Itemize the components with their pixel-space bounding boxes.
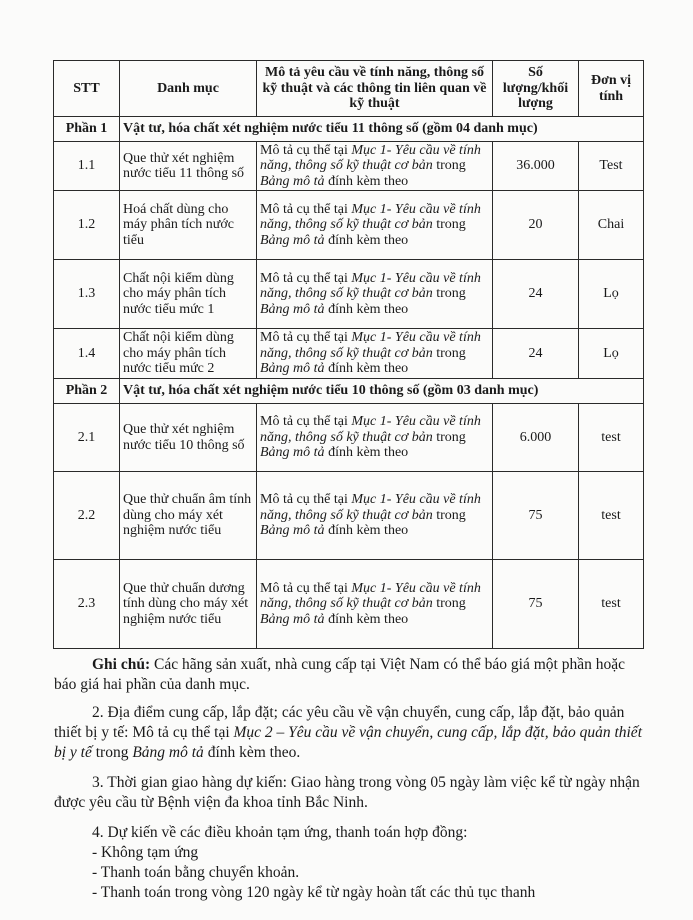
row-qty: 75 xyxy=(493,472,579,560)
row-unit: Lọ xyxy=(579,329,644,379)
header-stt: STT xyxy=(54,61,120,117)
note-label: Ghi chú: xyxy=(92,656,151,673)
row-desc: Mô tả cụ thể tại Mục 1- Yêu cầu về tính năng, thông số kỹ thuật cơ bản trong Bảng mô tả đính kèm theo xyxy=(257,329,493,379)
row-stt: 2.2 xyxy=(54,472,120,560)
header-desc: Mô tả yêu cầu về tính năng, thông số kỹ thuật và các thông tin liên quan về kỹ thuật xyxy=(257,61,493,117)
section-row xyxy=(54,379,644,404)
table-row xyxy=(54,329,644,379)
row-stt: 1.3 xyxy=(54,260,120,329)
note-3: 3. Thời gian giao hàng dự kiến: Giao hàng trong vòng 05 ngày làm việc kể từ ngày nhận được yêu cầu từ Bệnh viện đa khoa tỉnh Bắc Ninh. xyxy=(54,774,640,811)
note-1-text: Các hãng sản xuất, nhà cung cấp tại Việt Nam có thể báo giá một phần hoặc báo giá hai phần của danh mục. xyxy=(54,656,625,693)
note-4-item: - Thanh toán bằng chuyển khoản. xyxy=(92,864,300,881)
row-stt: 2.1 xyxy=(54,404,120,472)
header-unit: Đơn vị tính xyxy=(579,61,644,117)
row-name: Que thử xét nghiệm nước tiểu 11 thông số xyxy=(120,142,257,191)
section-title: Vật tư, hóa chất xét nghiệm nước tiểu 10 thông số (gồm 03 danh mục) xyxy=(120,379,644,404)
note-1 xyxy=(54,655,642,695)
note-2: 2. Địa điểm cung cấp, lắp đặt; các yêu cầu về vận chuyển, cung cấp, lắp đặt, bảo quản thiết bị y tế: Mô tả cụ thể tại Mục 2 – Yêu cầu về vận chuyển, cung cấp, lắp đặt, bảo quản thiết bị y tế trong Bảng mô tả đính kèm theo. xyxy=(54,704,642,761)
row-name: Que thử chuẩn dương tính dùng cho máy xét nghiệm nước tiểu xyxy=(120,560,257,649)
row-stt: 1.2 xyxy=(54,191,120,260)
row-unit: test xyxy=(579,404,644,472)
row-desc: Mô tả cụ thể tại Mục 1- Yêu cầu về tính năng, thông số kỹ thuật cơ bản trong Bảng mô tả đính kèm theo xyxy=(257,472,493,560)
row-stt: 1.1 xyxy=(54,142,120,191)
row-stt: 2.3 xyxy=(54,560,120,649)
row-qty: 24 xyxy=(493,329,579,379)
row-qty: 75 xyxy=(493,560,579,649)
row-qty: 36.000 xyxy=(493,142,579,191)
row-desc: Mô tả cụ thể tại Mục 1- Yêu cầu về tính năng, thông số kỹ thuật cơ bản trong Bảng mô tả đính kèm theo xyxy=(257,404,493,472)
row-stt: 1.4 xyxy=(54,329,120,379)
row-unit: test xyxy=(579,560,644,649)
table-row xyxy=(54,404,644,472)
table-row xyxy=(54,142,644,191)
row-name: Que thử xét nghiệm nước tiểu 10 thông số xyxy=(120,404,257,472)
section-stt: Phần 2 xyxy=(54,379,120,404)
table-row xyxy=(54,560,644,649)
row-qty: 6.000 xyxy=(493,404,579,472)
row-desc: Mô tả cụ thể tại Mục 1- Yêu cầu về tính năng, thông số kỹ thuật cơ bản trong Bảng mô tả đính kèm theo xyxy=(257,560,493,649)
row-name: Chất nội kiểm dùng cho máy phân tích nước tiểu mức 2 xyxy=(120,329,257,379)
row-desc: Mô tả cụ thể tại Mục 1- Yêu cầu về tính năng, thông số kỹ thuật cơ bản trong Bảng mô tả đính kèm theo xyxy=(257,191,493,260)
row-qty: 20 xyxy=(493,191,579,260)
note-4: 4. Dự kiến về các điều khoản tạm ứng, thanh toán hợp đồng: xyxy=(92,824,468,841)
table-row xyxy=(54,472,644,560)
section-title: Vật tư, hóa chất xét nghiệm nước tiểu 11 thông số (gồm 04 danh mục) xyxy=(120,117,644,142)
table-row xyxy=(54,191,644,260)
header-qty: Số lượng/khối lượng xyxy=(493,61,579,117)
section-stt: Phần 1 xyxy=(54,117,120,142)
row-unit: Test xyxy=(579,142,644,191)
notes-block xyxy=(54,655,642,903)
note-4-item: - Không tạm ứng xyxy=(92,844,199,861)
table-row xyxy=(54,260,644,329)
table-header-row xyxy=(54,61,644,117)
note-4-item: - Thanh toán trong vòng 120 ngày kể từ ngày hoàn tất các thủ tục thanh xyxy=(92,884,536,901)
row-unit: Chai xyxy=(579,191,644,260)
header-name: Danh mục xyxy=(120,61,257,117)
row-unit: test xyxy=(579,472,644,560)
row-qty: 24 xyxy=(493,260,579,329)
section-row xyxy=(54,117,644,142)
row-desc: Mô tả cụ thể tại Mục 1- Yêu cầu về tính năng, thông số kỹ thuật cơ bản trong Bảng mô tả đính kèm theo xyxy=(257,142,493,191)
row-desc: Mô tả cụ thể tại Mục 1- Yêu cầu về tính năng, thông số kỹ thuật cơ bản trong Bảng mô tả đính kèm theo xyxy=(257,260,493,329)
row-name: Chất nội kiểm dùng cho máy phân tích nước tiểu mức 1 xyxy=(120,260,257,329)
row-name: Que thử chuẩn âm tính dùng cho máy xét nghiệm nước tiểu xyxy=(120,472,257,560)
row-name: Hoá chất dùng cho máy phân tích nước tiểu xyxy=(120,191,257,260)
spec-table xyxy=(53,60,644,649)
row-unit: Lọ xyxy=(579,260,644,329)
